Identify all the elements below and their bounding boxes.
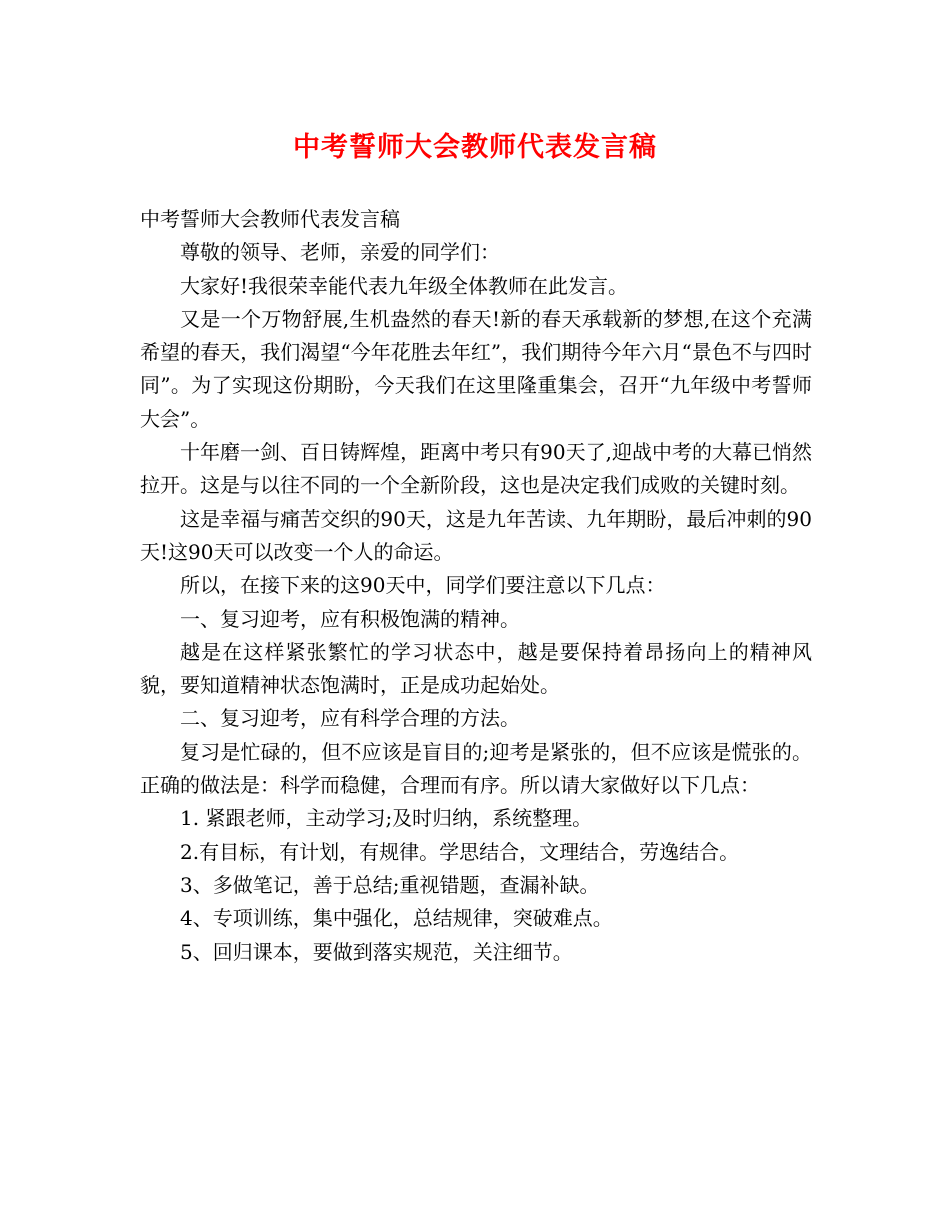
- paragraph-greeting: 尊敬的领导、老师，亲爱的同学们：: [180, 240, 500, 265]
- paragraph-sprint: 这是幸福与痛苦交织的90天，这是九年苦读、九年期盼，最后冲刺的90天!这90天可以改变一个人的命运。: [140, 506, 812, 564]
- list-item-2: 2.有目标，有计划，有规律。学思结合，文理结合，劳逸结合。: [180, 839, 740, 864]
- paragraph-intro: 大家好!我很荣幸能代表九年级全体教师在此发言。: [180, 273, 629, 298]
- list-item-4: 4、专项训练，集中强化，总结规律，突破难点。: [180, 906, 613, 931]
- list-item-1: 1. 紧跟老师，主动学习;及时归纳，系统整理。: [180, 806, 593, 831]
- paragraph-heading-one: 一、复习迎考，应有积极饱满的精神。: [180, 606, 520, 631]
- list-item-3: 3、多做笔记，善于总结;重视错题，查漏补缺。: [180, 872, 600, 897]
- paragraph-heading-two: 二、复习迎考，应有科学合理的方法。: [180, 706, 520, 731]
- paragraph-points-intro: 所以，在接下来的这90天中，同学们要注意以下几点：: [180, 573, 666, 598]
- paragraph-subtitle: 中考誓师大会教师代表发言稿: [140, 207, 400, 231]
- document-title: 中考誓师大会教师代表发言稿: [293, 132, 657, 163]
- paragraph-spirit: 越是在这样紧张繁忙的学习状态中，越是要保持着昂扬向上的精神风貌，要知道精神状态饱满时，正是成功起始处。: [140, 639, 812, 698]
- paragraph-spring: 又是一个万物舒展,生机盎然的春天!新的春天承载新的梦想,在这个充满希望的春天，我们渴望“今年花胜去年红”，我们期待今年六月“景色不与四时同”。为了实现这份期盼，今天我们在这里隆重集会，召开“九年级中考誓师大会”。: [140, 306, 812, 431]
- paragraph-ninety-days: 十年磨一剑、百日铸辉煌，距离中考只有90天了,迎战中考的大幕已悄然拉开。这是与以往不同的一个全新阶段，这也是决定我们成败的关键时刻。: [140, 440, 812, 498]
- list-item-5: 5、回归课本，要做到落实规范，关注细节。: [180, 939, 573, 964]
- paragraph-method: 复习是忙碌的，但不应该是盲目的;迎考是紧张的，但不应该是慌张的。正确的做法是：科学而稳健，合理而有序。所以请大家做好以下几点：: [140, 739, 812, 798]
- document-body: [140, 203, 812, 969]
